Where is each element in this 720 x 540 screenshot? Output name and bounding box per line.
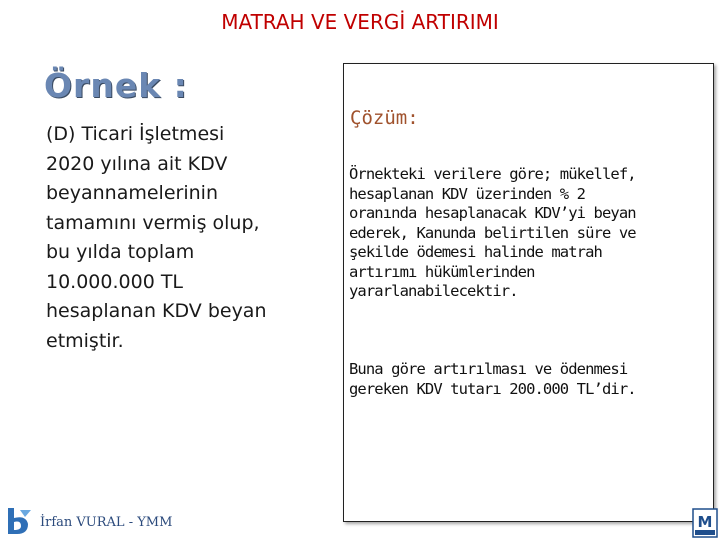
example-line: 2020 yılına ait KDV [46,152,228,175]
solution-line: gereken KDV tutarı 200.000 TL’dir. [349,379,636,398]
example-line: beyannamelerinin [46,182,218,204]
example-heading: Örnek : [44,66,188,105]
footer-author: İrfan VURAL - YMM [40,515,173,530]
solution-heading: Çözüm: [350,107,419,129]
example-line: etmiştir. [46,329,124,352]
solution-conclusion [349,360,711,399]
solution-line: oranında hesaplanacak KDV’yi beyan [349,204,636,222]
solution-box [343,63,714,522]
slide-title: MATRAH VE VERGİ ARTIRIMI [221,10,499,34]
m-logo-letter: M [697,513,713,531]
m-logo-icon [692,508,718,538]
example-line: tamamını vermiş olup, [46,211,260,234]
example-text [46,120,336,356]
example-line: (D) Ticari İşletmesi [46,123,225,145]
solution-paragraph [349,165,711,302]
solution-line: Buna göre artırılması ve ödenmesi [349,360,628,378]
example-line: bu yılda toplam [46,241,195,263]
solution-line: şekilde ödemesi halinde matrah [349,243,602,261]
example-line: hesaplanan KDV beyan [46,300,267,322]
solution-line: ederek, Kanunda belirtilen süre ve [349,223,636,242]
solution-line: hesaplanan KDV üzerinden % 2 [349,184,586,203]
solution-line: artırımı hükümlerinden [349,262,535,281]
b-logo-icon [4,506,34,536]
solution-line: yararlanabilecektir. [349,282,518,300]
example-line: 10.000.000 TL [46,270,184,293]
solution-line: Örnekteki verilere göre; mükellef, [349,165,636,183]
